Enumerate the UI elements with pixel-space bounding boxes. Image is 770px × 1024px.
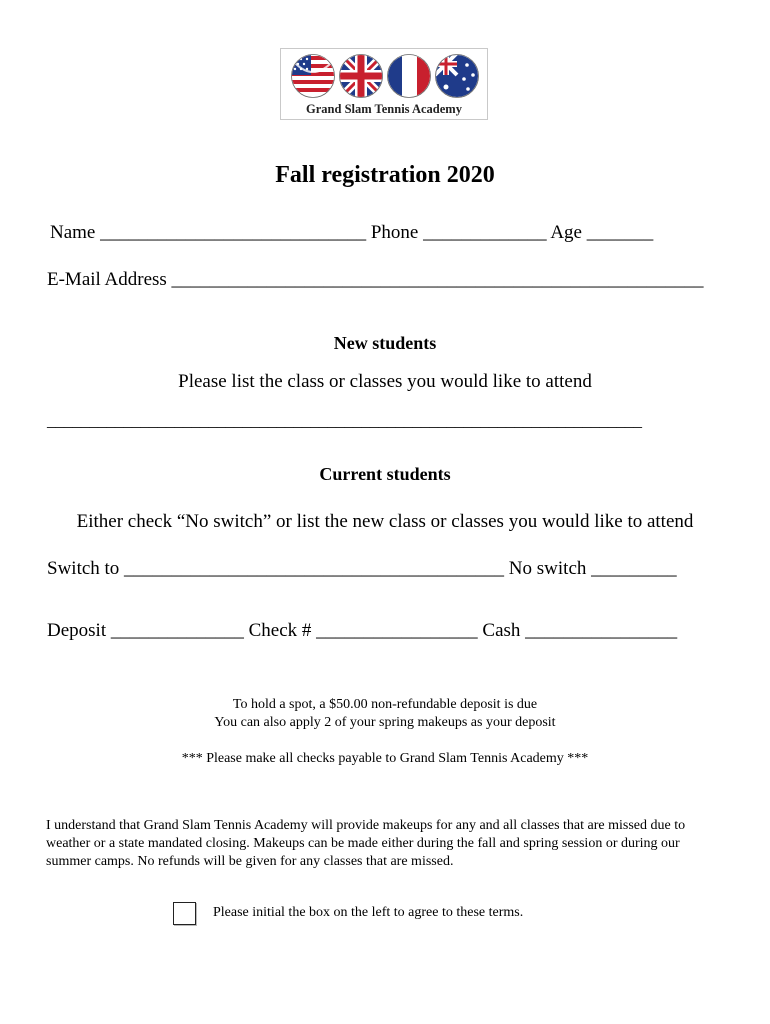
switch-row[interactable]: Switch to ________________________________________ No switch _________: [47, 558, 677, 579]
new-students-class-line[interactable]: ______________________________________________________________________: [47, 411, 642, 430]
email-row[interactable]: E-Mail Address ________________________________________________________: [47, 269, 704, 290]
flag-balls-icon: [289, 53, 481, 99]
new-students-prompt: Please list the class or classes you would like to attend: [178, 371, 592, 392]
logo-text: Grand Slam Tennis Academy: [306, 102, 462, 116]
initial-checkbox[interactable]: [173, 902, 196, 925]
academy-logo: [280, 48, 488, 120]
checks-payable-note: *** Please make all checks payable to Grand Slam Tennis Academy ***: [181, 751, 589, 766]
current-students-prompt: Either check “No switch” or list the new class or classes you would like to attend: [76, 511, 694, 532]
deposit-note-2: You can also apply 2 of your spring makeups as your deposit: [214, 715, 556, 730]
deposit-row[interactable]: Deposit ______________ Check # _________________ Cash ________________: [47, 620, 678, 641]
form-title: Fall registration 2020: [275, 162, 495, 188]
deposit-note-1: To hold a spot, a $50.00 non-refundable deposit is due: [232, 697, 538, 712]
new-students-heading: New students: [333, 333, 437, 353]
current-students-heading: Current students: [319, 464, 451, 484]
terms-paragraph: I understand that Grand Slam Tennis Academy will provide makeups for any and all classes that are missed due to weather or a state mandated closing. Makeups can be made either during the fall and spring session or during our summer camps. No refunds will be given for any classes that are missed.: [46, 818, 686, 869]
initial-label: Please initial the box on the left to agree to these terms.: [213, 905, 524, 920]
name-phone-age-row[interactable]: Name ____________________________ Phone _____________ Age _______: [50, 222, 654, 243]
